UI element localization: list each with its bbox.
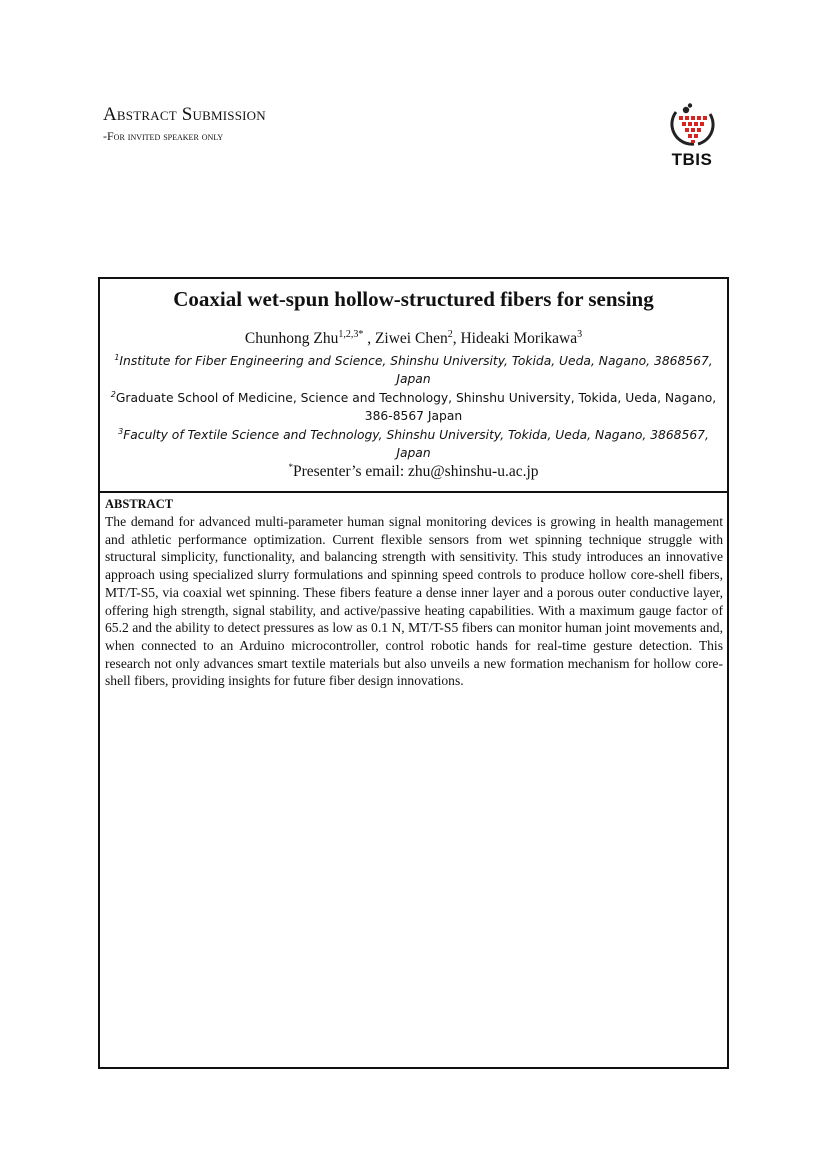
affiliation-mark: 1 <box>114 353 120 362</box>
presenter-mark: * <box>288 462 293 472</box>
tbis-logo <box>664 102 720 172</box>
paper-title: Coaxial wet-spun hollow-structured fibers for sensing <box>173 287 654 311</box>
author-name: Ziwei Chen <box>374 330 448 348</box>
author-name: Chunhong Zhu <box>244 330 339 348</box>
affiliation-text: Graduate School of Medicine, Science and Technology, Shinshu University, Tokida, Ueda, Nagano, 386-8567 Japan <box>115 391 717 424</box>
author-name: Hideaki Morikawa <box>460 330 578 348</box>
author-affiliation-mark: 1,2,3* <box>338 329 364 340</box>
author-affiliation-mark: 2 <box>447 329 453 340</box>
logo-wordmark: TBIS <box>671 150 713 169</box>
paper-header-box <box>100 279 727 493</box>
affiliation-mark: 2 <box>110 390 116 399</box>
author-affiliation-mark: 3 <box>577 329 583 340</box>
abstract-text: The demand for advanced multi-parameter human signal monitoring devices is growing in health management and athletic performance optimization. Current flexible sensors from wet spinning technique struggle with structural simplicity, functionality, and balancing strength with sensitivity. This study introduces an innovative approach using specialized slurry formulations and spinning speed controls to produce hollow core-shell fibers, MT/T-S5, via coaxial wet spinning. These fibers feature a dense inner layer and a porous outer conductive layer, offering high strength, signal stability, and active/passive heating capabilities. With a maximum gauge factor of 65.2 and the ability to detect pressures as low as 0.1 N, MT/T-S5 fibers can monitor human joint movements and, when connected to an Arduino microcontroller, control robotic hands for real-time gesture detection. This research not only advances smart textile materials but also unveils a new formation mechanism for hollow core-shell fibers, providing insights for future fiber design innovations. <box>105 514 723 689</box>
submission-subtitle: -For invited speaker only <box>103 129 224 143</box>
author-separator: , <box>363 330 375 348</box>
abstract-frame <box>98 277 729 1069</box>
tbis-emblem-icon <box>664 102 720 150</box>
affiliation-text: Institute for Fiber Engineering and Science, Shinshu University, Tokida, Ueda, Nagano, 3868567, Japan <box>119 354 713 387</box>
affiliation-1 <box>108 349 719 388</box>
presenter-email-text: Presenter’s email: zhu@shinshu-u.ac.jp <box>292 463 539 481</box>
affiliation-2 <box>108 386 719 425</box>
abstract-heading: ABSTRACT <box>105 497 174 511</box>
affiliation-3 <box>108 423 719 462</box>
author-line <box>100 329 727 348</box>
author-separator: , <box>452 330 461 348</box>
affiliation-text: Faculty of Textile Science and Technology, Shinshu University, Tokida, Ueda, Nagano, 3868567, Japan <box>123 428 709 461</box>
affiliation-mark: 3 <box>118 427 124 436</box>
presenter-email <box>100 462 727 481</box>
submission-title: Abstract Submission <box>103 104 266 125</box>
